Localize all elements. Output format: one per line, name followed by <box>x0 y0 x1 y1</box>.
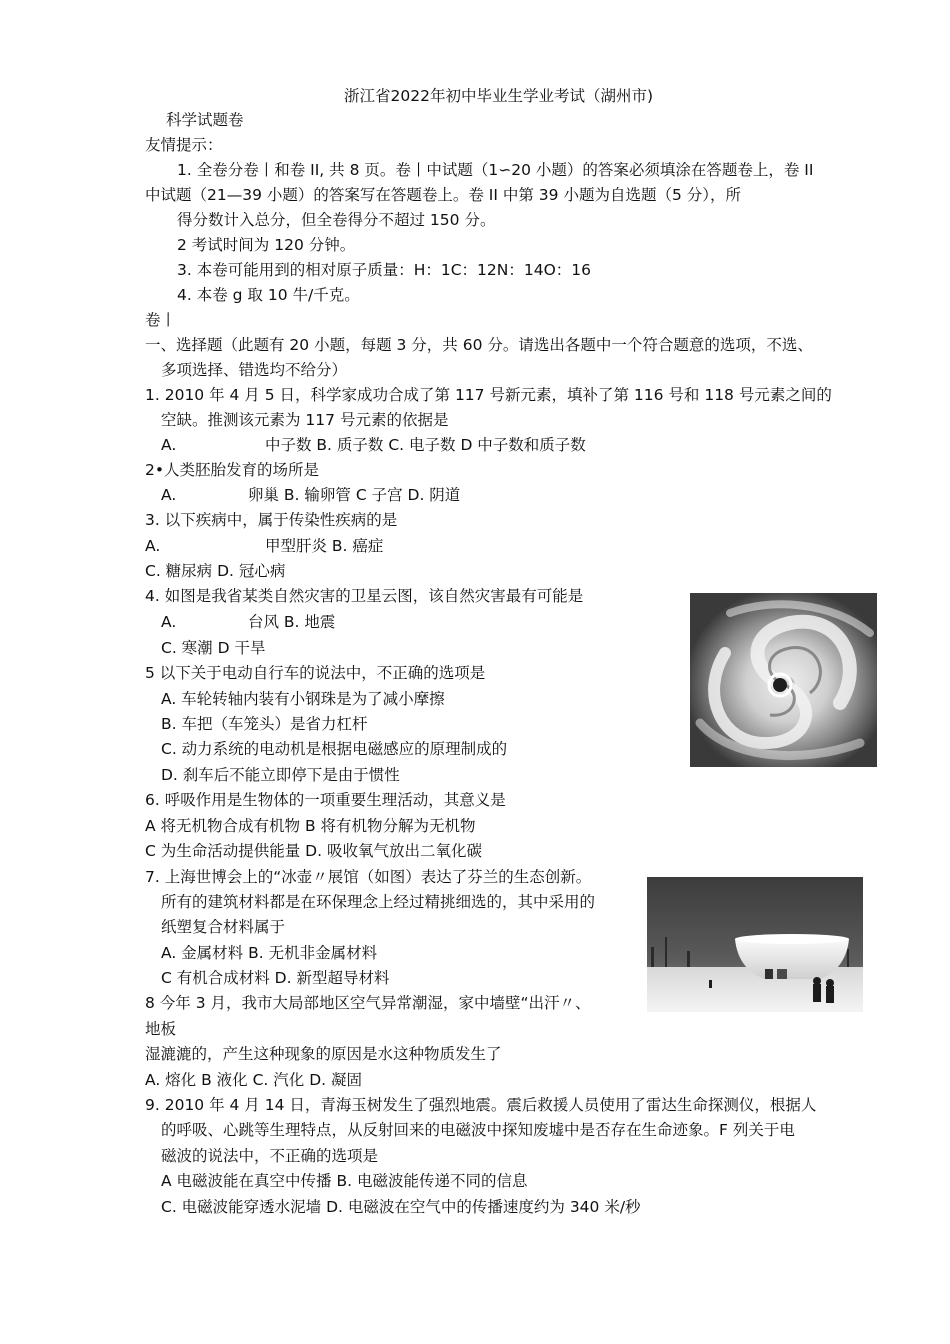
q9-stem-c: 磁波的说法中，不正确的选项是 <box>161 1147 379 1165</box>
q2-stem: 2•人类胚胎发育的场所是 <box>145 461 320 479</box>
q6-stem: 6. 呼吸作用是生物体的一项重要生理活动，其意义是 <box>145 791 506 809</box>
q8-stem-b: 地板 <box>145 1020 177 1038</box>
q7-stem-c: 纸塑复合材料属于 <box>161 918 286 936</box>
q8-stem-a: 8 今年 3 月，我市大局部地区空气异常潮湿，家中墙壁“出汗〃、 <box>145 994 591 1012</box>
q5-option-a: A. 车轮转轴内装有小钢珠是为了减小摩擦 <box>161 690 445 708</box>
q9-options-1: A 电磁波能在真空中传播 B. 电磁波能传递不同的信息 <box>161 1172 528 1190</box>
notice-line-2: 2 考试时间为 120 分钟。 <box>177 236 356 254</box>
section-instructions-b: 多项选择、错选均不给分） <box>161 361 348 379</box>
notice-line-1c: 得分数计入总分，但全卷得分不超过 150 分。 <box>177 211 496 229</box>
q7-stem-a: 7. 上海世博会上的“冰壶〃展馆（如图）表达了芬兰的生态创新。 <box>145 868 592 886</box>
q3-options-2: C. 糖尿病 D. 冠心病 <box>145 562 286 580</box>
section-instructions-a: 一、选择题（此题有 20 小题，每题 3 分，共 60 分。请选出各题中一个符合题意的选项，不选、 <box>145 336 813 354</box>
notice-line-4: 4. 本卷 g 取 10 牛/千克。 <box>177 286 360 304</box>
exam-subtitle: 科学试题卷 <box>166 111 244 129</box>
q5-option-b: B. 车把（车笼头）是省力杠杆 <box>161 715 368 733</box>
q1-options: 中子数 B. 质子数 C. 电子数 D 中子数和质子数 <box>265 436 586 454</box>
q5-option-d: D. 刹车后不能立即停下是由于惯性 <box>161 766 400 784</box>
q5-stem: 5 以下关于电动自行车的说法中，不正确的选项是 <box>145 664 486 682</box>
notice-heading: 友情提示： <box>145 136 223 154</box>
q9-stem-a: 9. 2010 年 4 月 14 日，青海玉树发生了强烈地震。震后救援人员使用了雷达生命探测仪，根据人 <box>145 1096 817 1114</box>
exam-title: 浙江省2022年初中毕业生学业考试（湖州市) <box>344 87 653 105</box>
notice-line-1b: 中试题（21—39 小题）的答案写在答题卷上。卷 II 中第 39 小题为自选题（5 分），所 <box>145 186 741 204</box>
q1-stem-a: 1. 2010 年 4 月 5 日，科学家成功合成了第 117 号新元素，填补了第 116 号和 118 号元素之间的 <box>145 386 832 404</box>
ice-pavilion-photo <box>647 877 863 1012</box>
q1-option-a-label: A. <box>161 436 177 454</box>
q5-option-c: C. 动力系统的电动机是根据电磁感应的原理制成的 <box>161 740 508 758</box>
q9-stem-b: 的呼吸、心跳等生理特点，从反射回来的电磁波中探知废墟中是否存在生命迹象。F 列关于电 <box>161 1121 795 1139</box>
q7-options-2: C 有机合成材料 D. 新型超导材料 <box>161 969 390 987</box>
notice-line-3: 3. 本卷可能用到的相对原子质量：H：1C：12N：14O：16 <box>177 261 592 279</box>
q4-options-2: C. 寒潮 D 干旱 <box>161 639 266 657</box>
notice-line-1a: 1. 全卷分卷丨和卷 II, 共 8 页。卷丨中试题（1∽20 小题）的答案必须填涂在答题卷上，卷 II <box>177 161 814 179</box>
q4-stem: 4. 如图是我省某类自然灾害的卫星云图，该自然灾害最有可能是 <box>145 587 584 605</box>
q2-option-a-label: A. <box>161 486 177 504</box>
q7-options-1: A. 金属材料 B. 无机非金属材料 <box>161 944 378 962</box>
q6-options-2: C 为生命活动提供能量 D. 吸收氧气放出二氧化碳 <box>145 842 482 860</box>
q3-options-1: 甲型肝炎 B. 癌症 <box>265 537 384 555</box>
q8-options: A. 熔化 B 液化 C. 汽化 D. 凝固 <box>145 1071 362 1089</box>
q4-options-1: 台风 B. 地震 <box>248 613 336 631</box>
q1-stem-b: 空缺。推测该元素为 117 号元素的依据是 <box>161 411 449 429</box>
typhoon-satellite-image <box>690 593 877 767</box>
q8-stem-c: 湿漉漉的，产生这种现象的原因是水这种物质发生了 <box>145 1045 502 1063</box>
q7-stem-b: 所有的建筑材料都是在环保理念上经过精挑细选的，其中采用的 <box>161 893 596 911</box>
q4-option-a-label: A. <box>161 613 177 631</box>
q3-option-a-label: A. <box>145 537 161 555</box>
q2-options: 卵巢 B. 输卵管 C 子宫 D. 阴道 <box>248 486 461 504</box>
q3-stem: 3. 以下疾病中，属于传染性疾病的是 <box>145 511 398 529</box>
q9-options-2: C. 电磁波能穿透水泥墙 D. 电磁波在空气中的传播速度约为 340 米/秒 <box>161 1198 641 1216</box>
q6-options-1: A 将无机物合成有机物 B 将有机物分解为无机物 <box>145 817 476 835</box>
volume-label: 卷丨 <box>145 311 177 329</box>
